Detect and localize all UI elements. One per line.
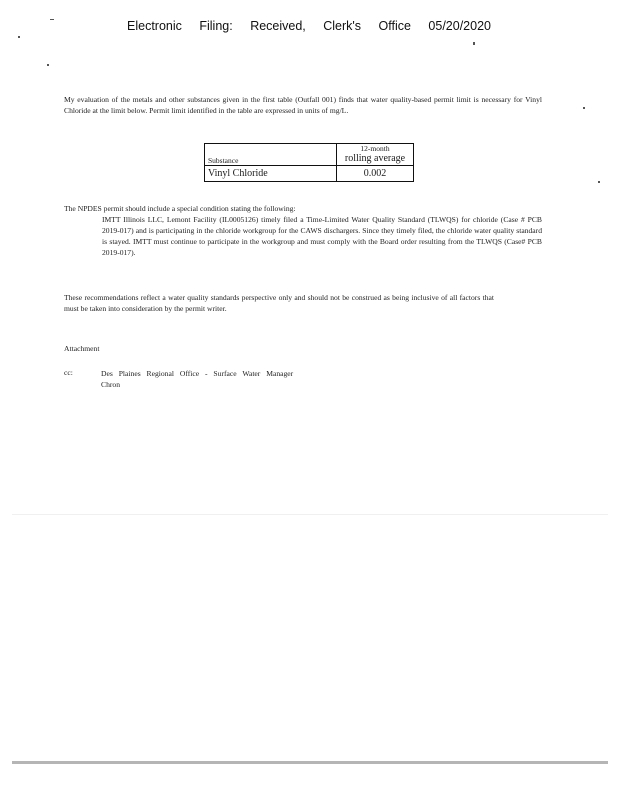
npdes-intro: The NPDES permit should include a special condition stating the following: xyxy=(64,204,296,213)
filing-stamp-header: Electronic Filing: Received, Clerk's Office 05/20/2020 xyxy=(127,19,491,33)
header-line-2: rolling average xyxy=(344,153,406,164)
scan-speck xyxy=(583,107,585,109)
cc-label: cc: xyxy=(64,368,73,377)
scan-faint-line xyxy=(12,514,608,515)
cc-recipients xyxy=(101,368,293,390)
scan-speck xyxy=(598,181,600,183)
scan-speck xyxy=(47,64,49,66)
scan-speck xyxy=(50,19,54,20)
limit-value-cell: 0.002 xyxy=(337,166,414,182)
scan-speck xyxy=(473,42,475,45)
cc-recipient: Chron xyxy=(101,380,120,389)
scan-speck xyxy=(18,36,20,38)
substance-column-header: Substance xyxy=(205,144,337,166)
attachment-label: Attachment xyxy=(64,344,100,353)
npdes-paragraph xyxy=(64,203,542,258)
table-header-row xyxy=(205,144,414,166)
limits-table xyxy=(204,143,414,182)
scan-bottom-edge xyxy=(12,761,608,764)
special-condition-text: IMTT Illinois LLC, Lemont Facility (IL0005126) timely filed a Time-Limited Water Quality Standard (TLWQS) for chloride (Case # PCB 2019-017) and is participating in the chloride workgroup for the CAWS dischargers. Since they timely filed, the chloride water quality standard is stayed. IMTT must continue to participate in the workgroup and must comply with the Board order resulting from the TLWQS (Case# PCB 2019-017). xyxy=(102,215,542,257)
header-line-1: 12-month xyxy=(360,144,390,153)
recommendations-paragraph: These recommendations reflect a water quality standards perspective only and should not be construed as being inclusive of all factors that must be taken into consideration by the permit writer. xyxy=(64,293,494,313)
evaluation-paragraph: My evaluation of the metals and other substances given in the first table (Outfall 001) finds that water quality-based permit limit is necessary for Vinyl Chloride at the limit below. Permit limit identified in the table are expressed in units of mg/L. xyxy=(64,95,542,115)
substance-cell: Vinyl Chloride xyxy=(205,166,337,182)
table-row xyxy=(205,166,414,182)
rolling-average-column-header xyxy=(337,144,414,166)
cc-recipient: Des Plaines Regional Office - Surface Water Manager xyxy=(101,369,294,378)
